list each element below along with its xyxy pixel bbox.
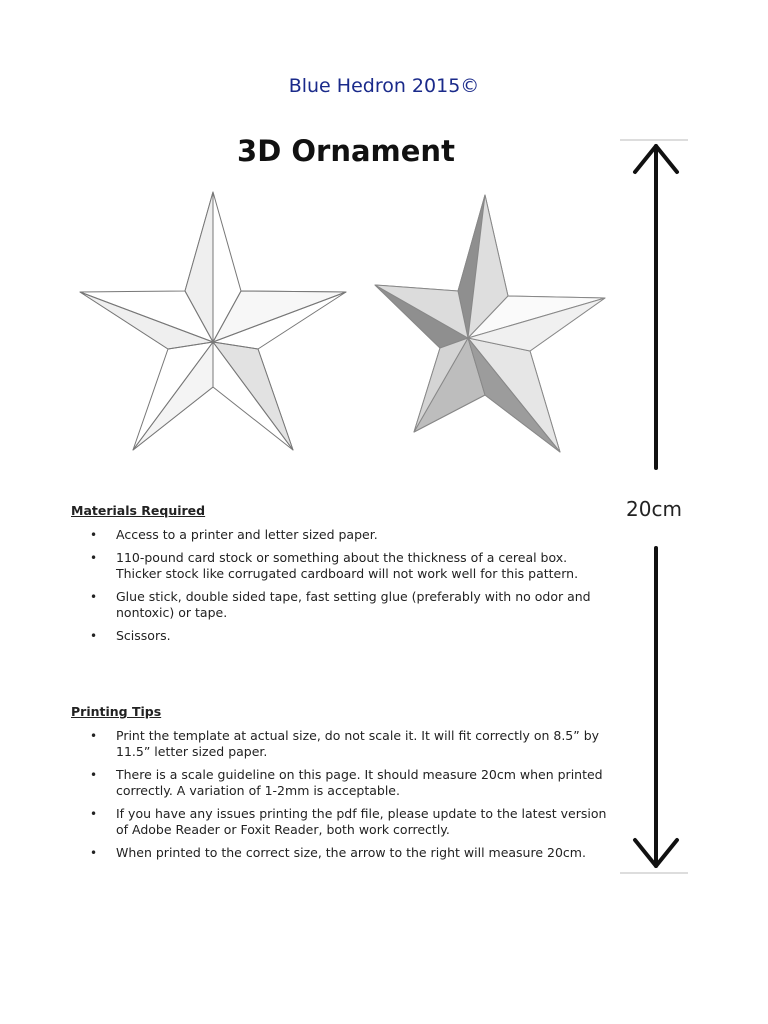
list-item <box>71 767 616 799</box>
star-outline-icon <box>80 192 346 450</box>
list-item <box>71 550 616 582</box>
bullet-icon: • <box>90 846 98 860</box>
materials-list <box>71 527 616 644</box>
bullet-icon: • <box>90 551 98 565</box>
bullet-icon: • <box>90 768 98 782</box>
bullet-icon: • <box>90 590 98 604</box>
scale-label: 20cm <box>626 497 682 521</box>
list-item-text: There is a scale guideline on this page. It should measure 20cm when printed correctly. A variation of 1-2mm is acceptable. <box>116 767 603 798</box>
page-title: 3D Ornament <box>237 134 455 168</box>
bullet-icon: • <box>90 629 98 643</box>
printing-section <box>71 704 616 868</box>
star-3d-icon <box>375 195 605 452</box>
bullet-icon: • <box>90 807 98 821</box>
list-item <box>71 628 616 644</box>
list-item <box>71 845 616 861</box>
materials-heading: Materials Required <box>71 503 206 518</box>
list-item <box>71 527 616 543</box>
arrow-down-icon <box>635 548 677 866</box>
list-item-text: Access to a printer and letter sized paper. <box>116 527 378 542</box>
materials-section <box>71 503 616 651</box>
star-illustrations <box>70 185 615 455</box>
list-item-text: If you have any issues printing the pdf file, please update to the latest version of Adobe Reader or Foxit Reader, both work correctly. <box>116 806 607 837</box>
list-item <box>71 589 616 621</box>
list-item-text: Print the template at actual size, do not scale it. It will fit correctly on 8.5” by 11.5” letter sized paper. <box>116 728 600 759</box>
printing-heading: Printing Tips <box>71 704 162 719</box>
arrow-up-icon <box>635 146 677 468</box>
list-item-text: Glue stick, double sided tape, fast setting glue (preferably with no odor and nontoxic) or tape. <box>116 589 591 620</box>
bullet-icon: • <box>90 528 98 542</box>
list-item-text: When printed to the correct size, the arrow to the right will measure 20cm. <box>116 845 586 860</box>
list-item-text: Scissors. <box>116 628 171 643</box>
printing-list <box>71 728 616 861</box>
list-item <box>71 806 616 838</box>
brand-title: Blue Hedron 2015© <box>288 75 480 97</box>
list-item <box>71 728 616 760</box>
list-item-text: 110-pound card stock or something about the thickness of a cereal box. Thicker stock like corrugated cardboard will not work well for this pattern. <box>116 550 579 581</box>
bullet-icon: • <box>90 729 98 743</box>
